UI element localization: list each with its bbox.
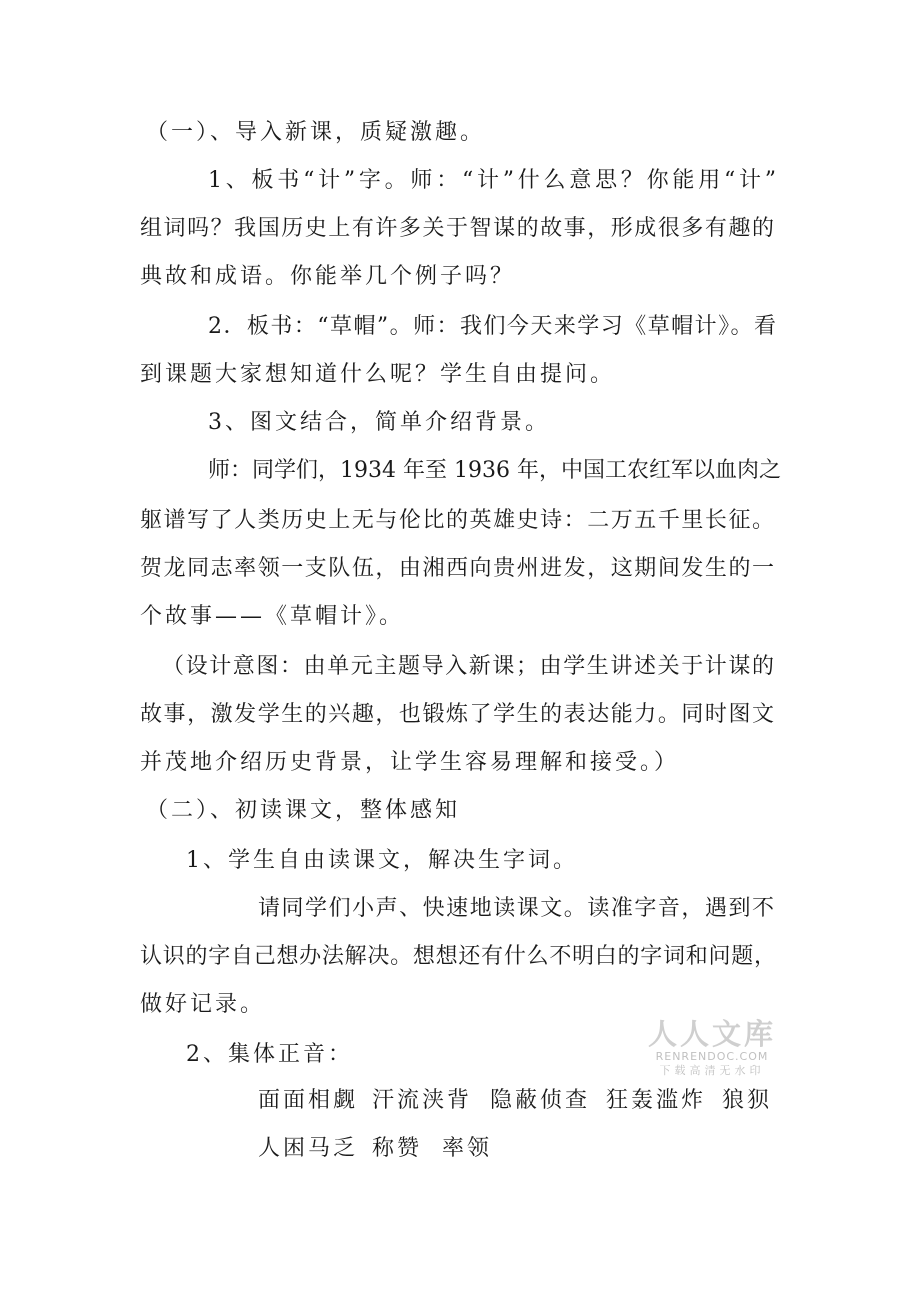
section-heading-1: （一）、导入新课，质疑激趣。 — [146, 120, 486, 145]
vocab-word: 隐蔽侦查 — [490, 1088, 591, 1113]
design-intent-line: （设计意图：由单元主题导入新课；由学生讲述关于计谋的 — [162, 654, 774, 679]
paragraph-line: 做好记录。 — [140, 992, 266, 1017]
watermark-main-text: 人人文库 — [648, 1017, 777, 1051]
vocab-word: 狼狈 — [722, 1088, 773, 1113]
paragraph-line: 2、集体正音： — [186, 1042, 353, 1067]
vocab-word: 汗流浃背 — [372, 1088, 473, 1113]
design-intent-line: 故事，激发学生的兴趣，也锻炼了学生的表达能力。同时图文 — [140, 702, 774, 727]
paragraph-line: 请同学们小声、快速地读课文。读准字音，遇到不 — [258, 896, 774, 921]
paragraph-line: 贺龙同志率领一支队伍，由湘西向贵州进发，这期间发生的一 — [140, 556, 774, 581]
vocab-word: 人困马乏 — [258, 1136, 359, 1161]
vocab-word: 率领 — [442, 1136, 493, 1161]
paragraph-line: 个故事——《草帽计》。 — [140, 604, 405, 629]
paragraph-line: 1、学生自由读课文，解决生字词。 — [186, 848, 578, 873]
design-intent-line: 并茂地介绍历史背景，让学生容易理解和接受。） — [140, 750, 680, 775]
vocab-word: 狂轰滥炸 — [606, 1088, 707, 1113]
paragraph-line: 组词吗？我国历史上有许多关于智谋的故事，形成很多有趣的 — [140, 216, 774, 241]
paragraph-line: 2．板书：“草帽”。师：我们今天来学习《草帽计》。看 — [208, 314, 776, 339]
section-heading-2: （二）、初读课文，整体感知 — [146, 798, 461, 823]
paragraph-line: 到课题大家想知道什么呢？学生自由提问。 — [140, 362, 616, 387]
paragraph-line: 躯谱写了人类历史上无与伦比的英雄史诗：二万五千里长征。 — [140, 508, 774, 533]
paragraph-line: 师：同学们，1934 年至 1936 年，中国工农红军以血肉之 — [208, 458, 781, 483]
watermark-url: RENRENDOC.COM — [655, 1050, 769, 1063]
paragraph-line: 1、板书“计”字。师：“计”什么意思？你能用“计” — [208, 168, 776, 193]
paragraph-line: 典故和成语。你能举几个例子吗？ — [140, 264, 516, 289]
watermark-logo — [648, 1018, 776, 1078]
paragraph-line: 3、图文结合，简单介绍背景。 — [208, 410, 550, 435]
vocab-word: 面面相觑 — [258, 1088, 359, 1113]
watermark-subtitle: 下载高清无水印 — [659, 1064, 765, 1077]
paragraph-line: 认识的字自己想办法解决。想想还有什么不明白的字词和问题， — [140, 944, 776, 969]
vocab-word: 称赞 — [372, 1136, 423, 1161]
